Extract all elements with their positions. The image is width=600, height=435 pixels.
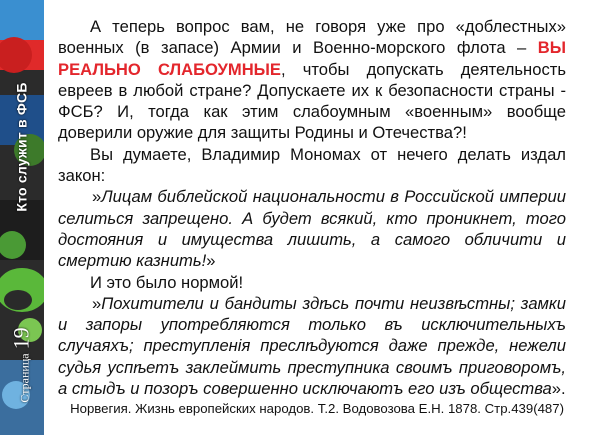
page-number: 19: [9, 327, 34, 350]
quote-1: [58, 186, 566, 271]
paragraph-2: Вы думаете, Владимир Мономах от нечего делать издал закон:: [58, 144, 566, 186]
quote-2-text: Похитители и бандиты здѣсь почти неизвѣстны; замки и запоры употребляются только въ исключительныхъ случаяхъ; преступленія преслѣдуются даже прежде, нежели судья успѣетъ заклеймить преступника своимъ приговоромъ, а стыдъ и позоръ совершенно исключаютъ его изъ общества: [58, 293, 566, 399]
quote-2-open: »: [92, 293, 102, 313]
quote-1-open: »: [92, 187, 102, 207]
quote-2: [58, 293, 566, 399]
main-text: [58, 16, 566, 417]
highlight-slaboumnye: СЛАБОУМНЫЕ: [157, 59, 281, 79]
side-title: [0, 52, 44, 242]
paragraph-3: И это было нормой!: [90, 272, 244, 292]
quote-1-text: Лицам библейской национальности в Российской империи селиться запрещено. А будет всякий, кто проникнет, того достояния и имущества лишить, а самого обличити и смертию казнить!: [58, 187, 566, 271]
source-citation: Норвегия. Жизнь европейских народов. Т.2. Водовозова Е.Н. 1878. Стр.439(487): [70, 401, 564, 417]
side-title-text: Кто служит в ФСБ: [14, 82, 30, 212]
side-banner: [0, 0, 44, 435]
paragraph-1: [58, 16, 566, 144]
paragraph-1-text-end: , чтобы допускать деятельность евреев в любой стране? Допускаете их к безопасности страны - ФСБ? И, тогда как этим слабоумным «военным» вообще доверили оружие для защиты Родины и Отечества?!: [58, 59, 566, 143]
page-indicator: [0, 300, 44, 430]
quote-2-close: ».: [551, 379, 566, 399]
page-label: Страница: [18, 353, 32, 403]
highlight-vy-realno: ВЫ РЕАЛЬНО: [58, 38, 566, 79]
paragraph-1-text: А теперь вопрос вам, не говоря уже про «доблестных» военных (в запасе) Армии и Военно-морского флота –: [58, 17, 566, 58]
quote-1-close: »: [206, 251, 216, 271]
